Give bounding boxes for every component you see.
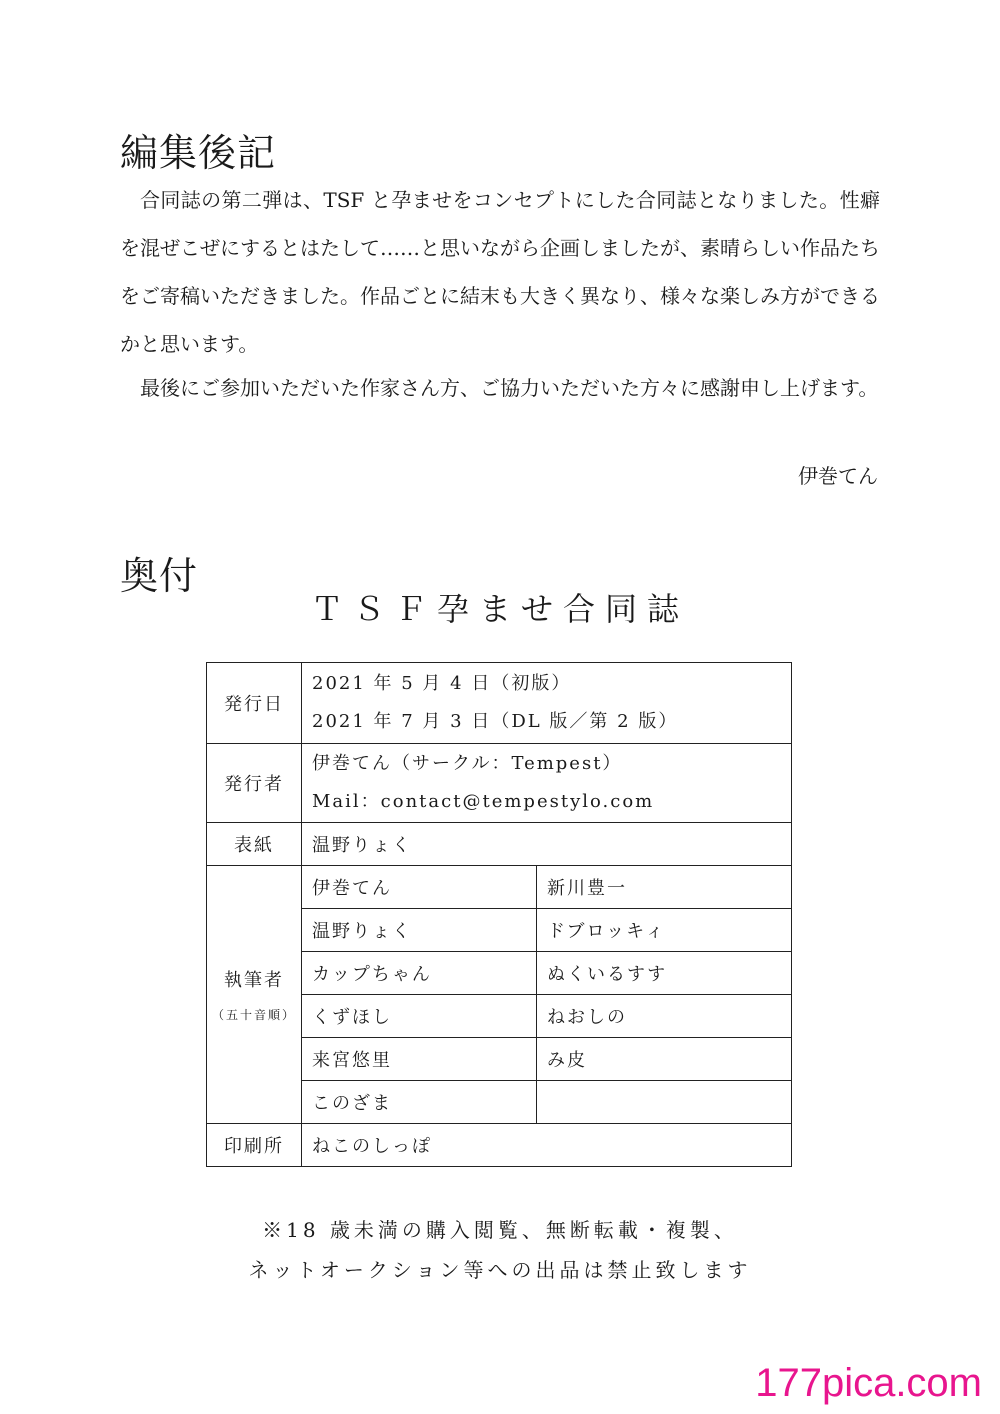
- author-name: 来宮悠里: [302, 1038, 537, 1081]
- authors-label: 執筆者: [224, 970, 284, 991]
- author-name: 伊巻てん: [302, 866, 537, 909]
- issue-date-row: [207, 663, 792, 744]
- publisher-value: [302, 744, 792, 823]
- book-title: ＴＳＦ孕ませ合同誌: [310, 590, 689, 628]
- author-name: 新川豊一: [537, 866, 792, 909]
- author-name: ぬくいるすす: [537, 952, 792, 995]
- publisher-name: 伊巻てん（サークル：Tempest）: [312, 753, 623, 774]
- author-name: カップちゃん: [302, 952, 537, 995]
- colophon-table: [206, 662, 792, 1167]
- authors-order-note: （五十音順）: [211, 1008, 296, 1022]
- cover-row: [207, 823, 792, 866]
- afterword-paragraph: 最後にご参加いただいた作家さん方、ご協力いただいた方々に感謝申し上げます。: [140, 376, 879, 400]
- printer-label: 印刷所: [207, 1124, 302, 1167]
- cover-value: 温野りょく: [302, 823, 792, 866]
- legal-notice-line: ネットオークション等への出品は禁止致します: [248, 1258, 752, 1282]
- printer-value: ねこのしっぽ: [302, 1124, 792, 1167]
- colophon-heading: 奥付: [120, 554, 199, 598]
- publisher-label: 発行者: [207, 744, 302, 823]
- issue-date-label: 発行日: [207, 663, 302, 744]
- publisher-row: [207, 744, 792, 823]
- legal-notice: [0, 1210, 1000, 1290]
- site-watermark: 177pica.com: [755, 1361, 982, 1405]
- author-name-empty: [537, 1081, 792, 1124]
- publisher-mail: Mail：contact@tempestylo.com: [312, 791, 655, 812]
- authors-row: [207, 866, 792, 909]
- afterword-signature: 伊巻てん: [798, 464, 878, 488]
- cover-label: 表紙: [207, 823, 302, 866]
- legal-notice-line: ※18 歳未満の購入閲覧、無断転載・複製、: [262, 1218, 738, 1242]
- printer-row: [207, 1124, 792, 1167]
- author-name: くずほし: [302, 995, 537, 1038]
- afterword-paragraph: 合同誌の第二弾は、TSF と孕ませをコンセプトにした合同誌となりました。性癖を混ぜこぜにするとはたして……と思いながら企画しましたが、素晴らしい作品たちをご寄稿いただきました。作品ごとに結末も大きく異なり、様々な楽しみ方ができるかと思います。: [120, 188, 880, 356]
- author-name: ねおしの: [537, 995, 792, 1038]
- author-name: ドブロッキィ: [537, 909, 792, 952]
- author-name: 温野りょく: [302, 909, 537, 952]
- issue-date-line: 2021 年 5 月 4 日（初版）: [312, 673, 572, 694]
- author-name: み皮: [537, 1038, 792, 1081]
- issue-date-line: 2021 年 7 月 3 日（DL 版／第 2 版）: [312, 711, 679, 732]
- author-name: このざま: [302, 1081, 537, 1124]
- issue-date-value: [302, 663, 792, 744]
- afterword-heading: 編集後記: [120, 131, 277, 175]
- authors-label-cell: [207, 866, 302, 1124]
